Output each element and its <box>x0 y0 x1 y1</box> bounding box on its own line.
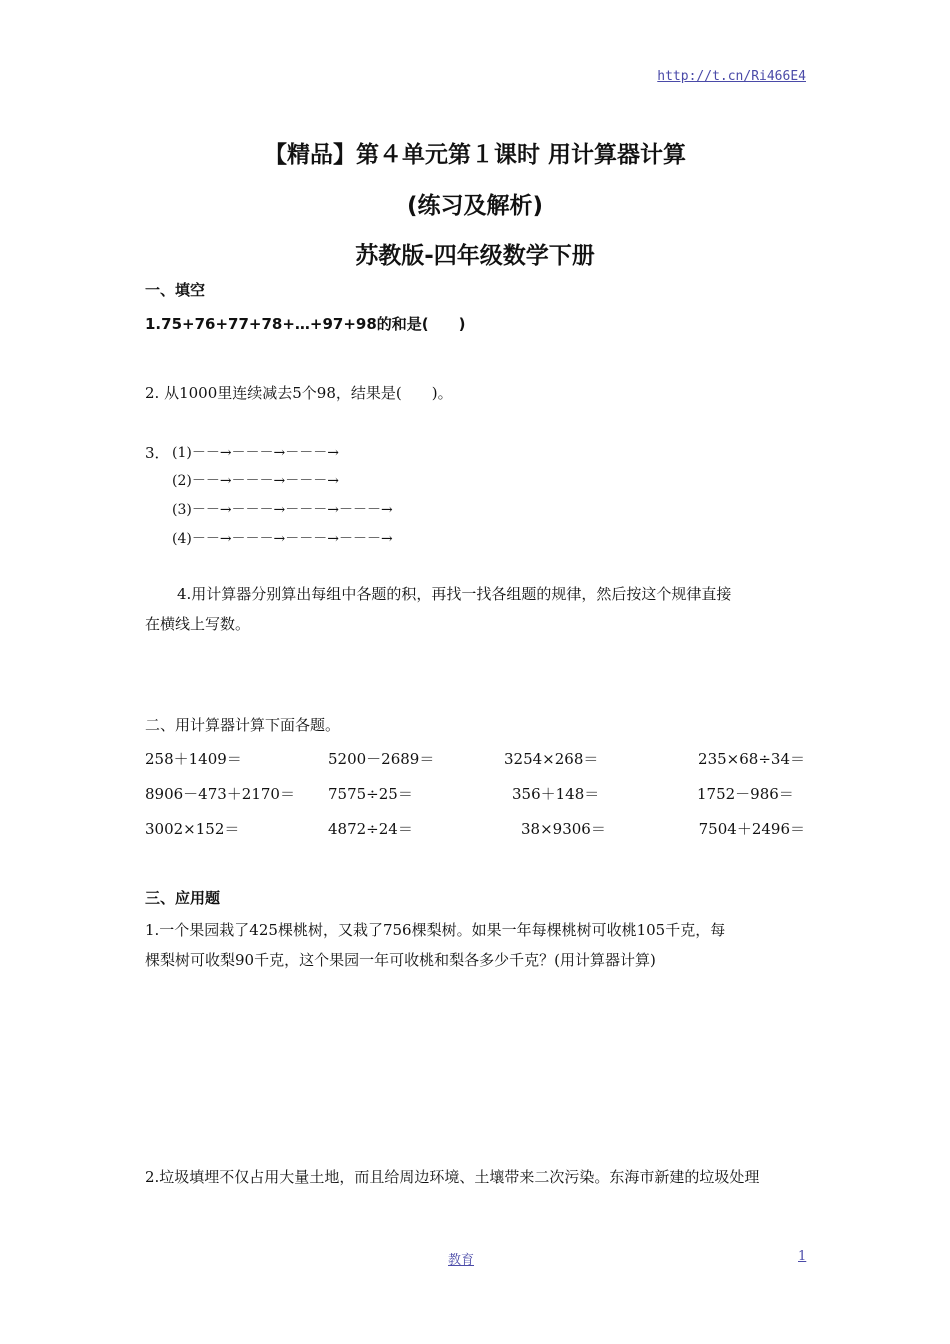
calc-item: 7504＋2496＝ <box>698 820 805 838</box>
calc-row <box>145 748 810 783</box>
calc-item: 1752－986＝ <box>697 785 794 803</box>
page-course: 苏教版-四年级数学下册 <box>355 243 595 269</box>
arrow-sequence-4: (4)－－→－－－→－－－→－－－→ <box>172 531 393 547</box>
calc-item: 8906－473＋2170＝ <box>145 785 295 803</box>
section1-heading: 一、填空 <box>145 281 206 299</box>
calculation-grid <box>145 748 810 853</box>
question-1-3-label: 3． <box>145 444 170 462</box>
question-1-1: 1.75+76+77+78+…+97+98的和是( ) <box>145 315 466 333</box>
page-number: 1 <box>798 1249 807 1264</box>
question-3-1-line2: 棵梨树可收梨90千克，这个果园一年可收桃和梨各多少千克？(用计算器计算) <box>145 951 656 969</box>
calc-row <box>145 783 810 818</box>
calc-item: 4872÷24＝ <box>328 820 413 838</box>
question-3-2: 2.垃圾填埋不仅占用大量土地，而且给周边环境、土壤带来二次污染。东海市新建的垃圾处理 <box>145 1168 760 1186</box>
calc-item: 5200－2689＝ <box>328 750 435 768</box>
question-1-4 <box>145 579 810 639</box>
arrow-sequence-2: (2)－－→－－－→－－－→ <box>172 473 340 489</box>
calc-item: 235×68÷34＝ <box>698 750 805 768</box>
calc-item: 7575÷25＝ <box>328 785 413 803</box>
section3-heading: 三、应用题 <box>145 889 221 907</box>
question-3-1-line1: 1.一个果园栽了425棵桃树，又栽了756棵梨树。如果一年每棵桃树可收桃105千克，每 <box>145 921 726 939</box>
calc-item: 38×9306＝ <box>521 820 606 838</box>
calc-item: 3254×268＝ <box>504 750 599 768</box>
footer-link[interactable]: 教育 <box>448 1253 475 1268</box>
arrow-sequence-3: (3)－－→－－－→－－－→－－－→ <box>172 502 393 518</box>
calc-item: 258＋1409＝ <box>145 750 242 768</box>
page-subtitle: (练习及解析) <box>406 193 544 219</box>
question-3-1 <box>145 915 810 975</box>
header-link[interactable]: http://t.cn/Ri466E4 <box>657 69 806 84</box>
page-title: 【精品】第４单元第１课时 用计算器计算 <box>263 142 686 168</box>
arrow-sequence-1: (1)－－→－－－→－－－→ <box>172 445 340 461</box>
calc-item: 356＋148＝ <box>512 785 600 803</box>
calc-row <box>145 818 810 853</box>
calc-item: 3002×152＝ <box>145 820 240 838</box>
question-1-4-line2: 在横线上写数。 <box>145 615 251 633</box>
question-1-2: 2. 从1000里连续减去5个98，结果是( )。 <box>145 384 453 402</box>
section2-heading: 二、用计算器计算下面各题。 <box>145 716 341 734</box>
question-1-4-line1: 4.用计算器分别算出每组中各题的积，再找一找各组题的规律，然后按这个规律直接 <box>177 585 732 603</box>
